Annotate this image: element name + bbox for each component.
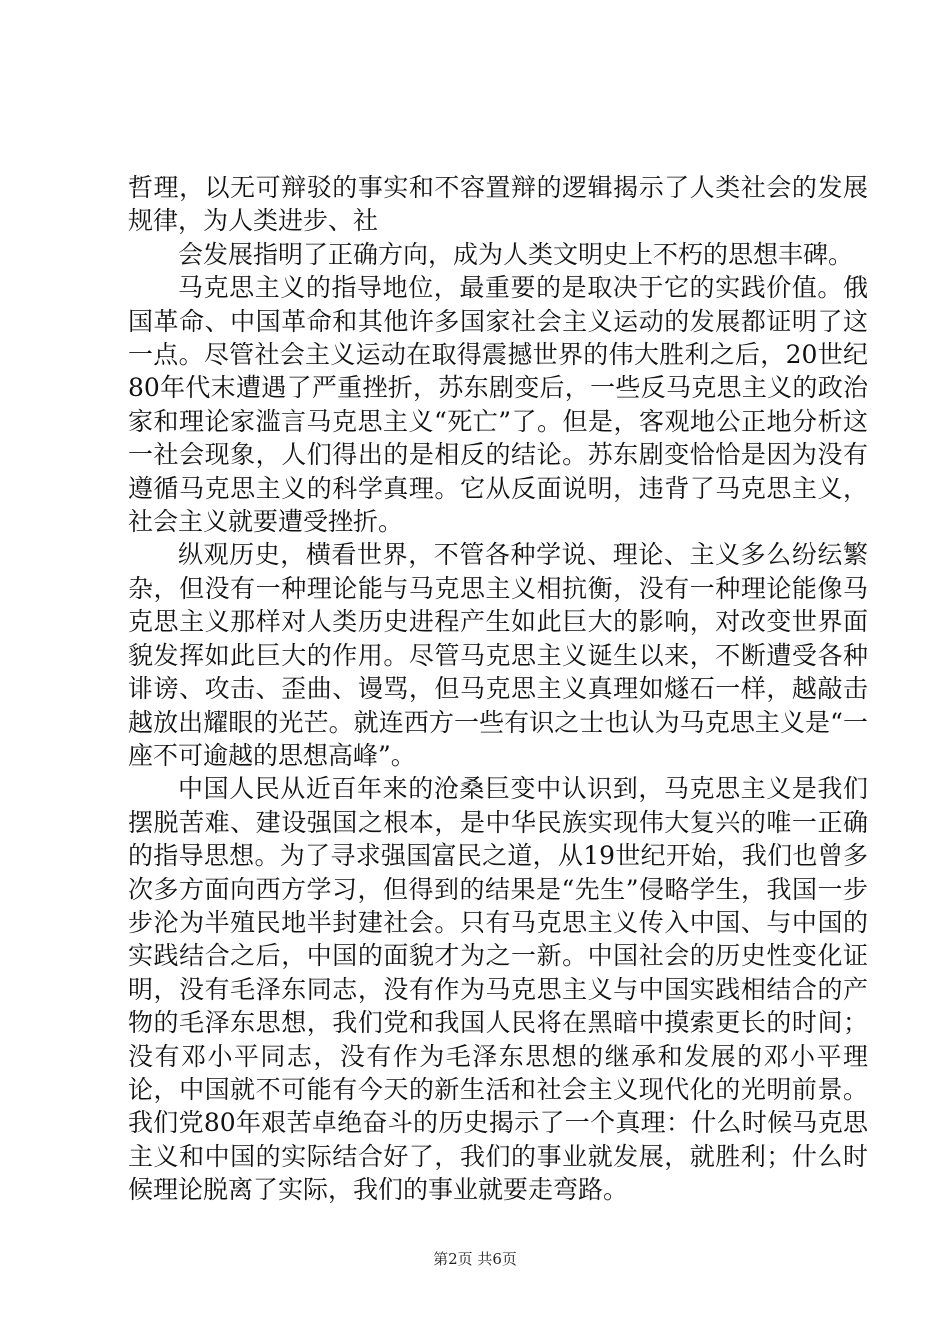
paragraph: 中国人民从近百年来的沧桑巨变中认识到，马克思主义是我们摆脱苦难、建设强国之根本，是中华民族实现伟大复兴的唯一正确的指导思想。为了寻求强国富民之道，从19世纪开始，我们也曾多次多方面向西方学习，但得到的结果是“先生”侵略学生，我国一步步沦为半殖民地半封建社会。只有马克思主义传入中国、与中国的实践结合之后，中国的面貌才为之一新。中国社会的历史性变化证明，没有毛泽东同志，没有作为马克思主义与中国实践相结合的产物的毛泽东思想，我们党和我国人民将在黑暗中摸索更长的时间；没有邓小平同志，没有作为毛泽东思想的继承和发展的邓小平理论，中国就不可能有今天的新生活和社会主义现代化的光明前景。我们党80年艰苦卓绝奋斗的历史揭示了一个真理：什么时候马克思主义和中国的实际结合好了，我们的事业就发展，就胜利；什么时候理论脱离了实际，我们的事业就要走弯路。 [128,774,868,1205]
document-body [128,171,868,1207]
paragraph: 会发展指明了正确方向，成为人类文明史上不朽的思想丰碑。 [178,239,854,269]
paragraph: 马克思主义的指导地位，最重要的是取决于它的实践价值。俄国革命、中国革命和其他许多国家社会主义运动的发展都证明了这一点。尽管社会主义运动在取得震撼世界的伟大胜利之后，20世纪80年代末遭遇了严重挫折，苏东剧变后，一些反马克思主义的政治家和理论家滥言马克思主义“死亡”了。但是，客观地公正地分析这一社会现象，人们得出的是相反的结论。苏东剧变恰恰是因为没有遵循马克思主义的科学真理。它从反面说明，违背了马克思主义，社会主义就要遭受挫折。 [128,273,868,537]
paragraph: 纵观历史，横看世界，不管各种学说、理论、主义多么纷纭繁杂，但没有一种理论能与马克思主义相抗衡，没有一种理论能像马克思主义那样对人类历史进程产生如此巨大的影响，对改变世界面貌发挥如此巨大的作用。尽管马克思主义诞生以来，不断遭受各种诽谤、攻击、歪曲、谩骂，但马克思主义真理如燧石一样，越敲击越放出耀眼的光芒。就连西方一些有识之士也认为马克思主义是“一座不可逾越的思想高峰”。 [128,540,868,770]
paragraph-continuation: 哲理，以无可辩驳的事实和不容置辩的逻辑揭示了人类社会的发展规律，为人类进步、社 [128,173,868,236]
page-number-footer: 第2页 共6页 [433,1250,517,1268]
